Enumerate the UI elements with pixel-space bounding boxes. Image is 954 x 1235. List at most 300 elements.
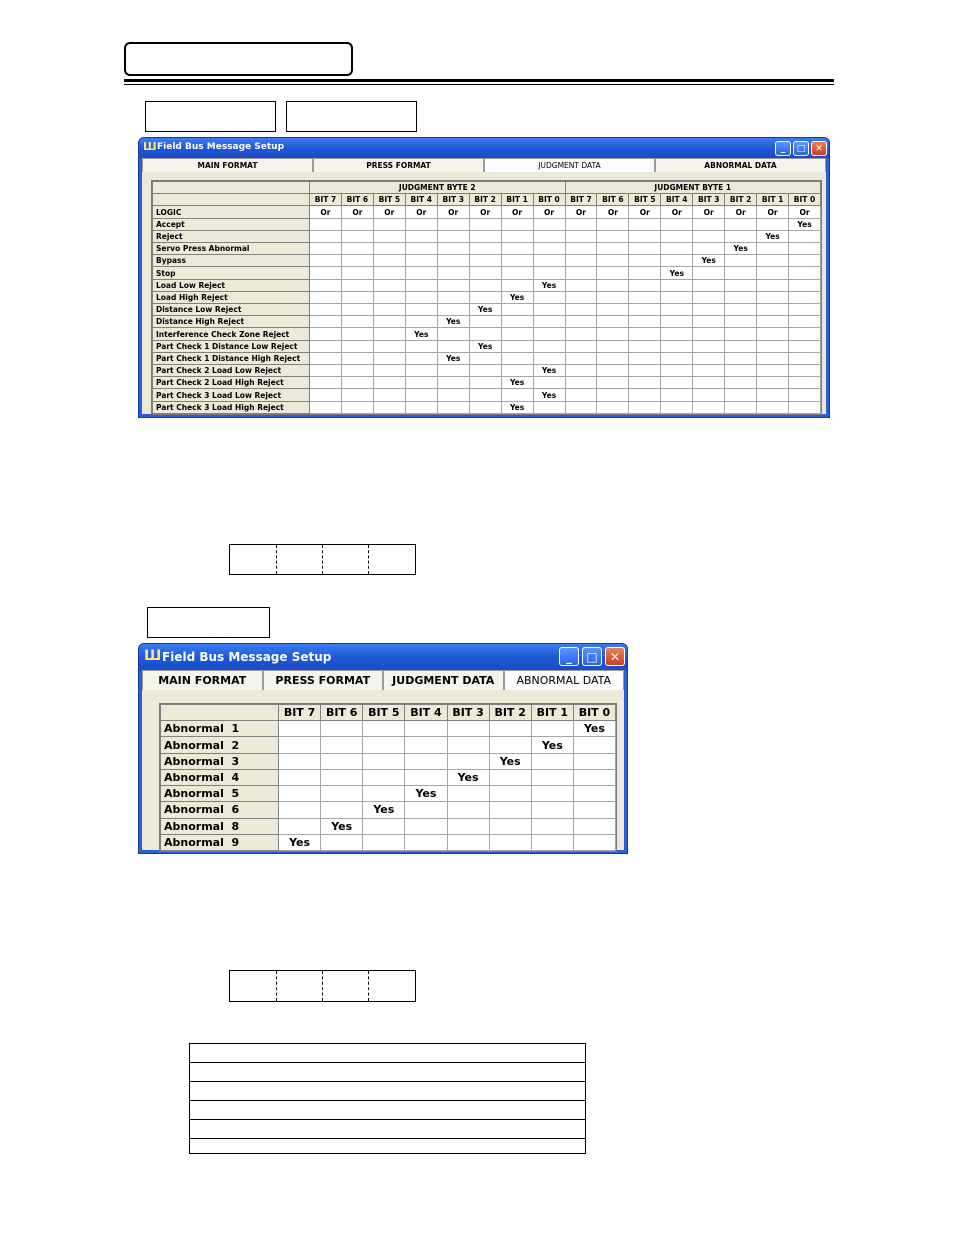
grid-cell[interactable]: Or [661, 206, 693, 218]
grid-cell[interactable] [789, 389, 821, 401]
grid-cell[interactable] [279, 818, 321, 834]
grid-cell[interactable] [789, 255, 821, 267]
grid-cell[interactable] [629, 316, 661, 328]
grid-cell[interactable] [341, 291, 373, 303]
grid-cell[interactable] [531, 802, 573, 818]
grid-cell[interactable] [629, 328, 661, 340]
tab-abnormal-data[interactable]: ABNORMAL DATA [504, 670, 625, 690]
grid-cell[interactable]: Or [597, 206, 629, 218]
grid-cell[interactable] [310, 377, 342, 389]
grid-cell[interactable] [629, 218, 661, 230]
grid-cell[interactable] [757, 377, 789, 389]
grid-cell[interactable] [629, 377, 661, 389]
grid-cell[interactable] [757, 340, 789, 352]
grid-cell[interactable] [321, 786, 363, 802]
grid-cell[interactable] [405, 721, 447, 737]
grid-cell[interactable] [693, 352, 725, 364]
grid-cell[interactable] [373, 279, 405, 291]
grid-cell[interactable] [373, 365, 405, 377]
grid-cell[interactable] [469, 291, 501, 303]
grid-cell[interactable] [310, 267, 342, 279]
grid-cell[interactable]: Yes [405, 328, 437, 340]
grid-cell[interactable] [757, 401, 789, 413]
grid-cell[interactable] [310, 401, 342, 413]
tab-main-format[interactable]: MAIN FORMAT [142, 670, 263, 690]
grid-cell[interactable] [693, 328, 725, 340]
grid-cell[interactable] [661, 316, 693, 328]
grid-cell[interactable] [501, 389, 533, 401]
grid-cell[interactable] [757, 304, 789, 316]
grid-cell[interactable] [437, 389, 469, 401]
grid-cell[interactable] [279, 737, 321, 753]
grid-cell[interactable] [469, 243, 501, 255]
grid-cell[interactable] [693, 279, 725, 291]
grid-cell[interactable]: Or [373, 206, 405, 218]
grid-cell[interactable] [437, 291, 469, 303]
grid-cell[interactable] [693, 218, 725, 230]
grid-cell[interactable] [310, 304, 342, 316]
grid-cell[interactable] [597, 267, 629, 279]
grid-cell[interactable] [341, 255, 373, 267]
grid-cell[interactable]: Yes [437, 352, 469, 364]
grid-cell[interactable] [789, 279, 821, 291]
grid-cell[interactable] [573, 753, 615, 769]
grid-cell[interactable] [501, 230, 533, 242]
grid-cell[interactable] [725, 316, 757, 328]
grid-cell[interactable] [310, 218, 342, 230]
grid-cell[interactable] [363, 786, 405, 802]
grid-cell[interactable] [373, 291, 405, 303]
grid-cell[interactable] [405, 802, 447, 818]
grid-cell[interactable] [363, 753, 405, 769]
grid-cell[interactable] [661, 243, 693, 255]
grid-cell[interactable] [693, 316, 725, 328]
grid-cell[interactable] [373, 352, 405, 364]
grid-cell[interactable] [789, 243, 821, 255]
maximize-button[interactable] [582, 647, 602, 666]
grid-cell[interactable] [341, 352, 373, 364]
grid-cell[interactable] [437, 340, 469, 352]
grid-cell[interactable] [661, 291, 693, 303]
grid-cell[interactable] [725, 389, 757, 401]
grid-cell[interactable] [725, 267, 757, 279]
grid-cell[interactable] [597, 365, 629, 377]
grid-cell[interactable]: Yes [501, 291, 533, 303]
grid-cell[interactable] [725, 279, 757, 291]
grid-cell[interactable] [533, 328, 565, 340]
grid-cell[interactable]: Yes [405, 786, 447, 802]
grid-cell[interactable] [321, 802, 363, 818]
grid-cell[interactable] [565, 328, 597, 340]
grid-cell[interactable] [373, 243, 405, 255]
grid-cell[interactable] [405, 818, 447, 834]
grid-cell[interactable] [661, 255, 693, 267]
grid-cell[interactable] [405, 769, 447, 785]
grid-cell[interactable] [341, 279, 373, 291]
grid-cell[interactable] [405, 352, 437, 364]
grid-cell[interactable] [789, 316, 821, 328]
grid-cell[interactable]: Or [789, 206, 821, 218]
tab-press-format[interactable]: PRESS FORMAT [263, 670, 384, 690]
grid-cell[interactable]: Or [533, 206, 565, 218]
grid-cell[interactable] [693, 389, 725, 401]
grid-cell[interactable] [489, 737, 531, 753]
grid-cell[interactable] [405, 377, 437, 389]
grid-cell[interactable] [629, 352, 661, 364]
grid-cell[interactable]: Yes [533, 365, 565, 377]
grid-cell[interactable]: Yes [363, 802, 405, 818]
grid-cell[interactable] [469, 230, 501, 242]
grid-cell[interactable] [725, 304, 757, 316]
grid-cell[interactable]: Or [757, 206, 789, 218]
grid-cell[interactable] [341, 316, 373, 328]
grid-cell[interactable] [437, 218, 469, 230]
grid-cell[interactable] [373, 267, 405, 279]
grid-cell[interactable] [725, 328, 757, 340]
grid-cell[interactable] [341, 389, 373, 401]
grid-cell[interactable] [373, 389, 405, 401]
grid-cell[interactable] [693, 230, 725, 242]
grid-cell[interactable] [437, 279, 469, 291]
grid-cell[interactable] [533, 316, 565, 328]
grid-cell[interactable]: Or [565, 206, 597, 218]
grid-cell[interactable] [789, 352, 821, 364]
window-titlebar[interactable] [139, 138, 829, 158]
grid-cell[interactable] [565, 316, 597, 328]
grid-cell[interactable] [405, 834, 447, 850]
grid-cell[interactable] [789, 365, 821, 377]
grid-cell[interactable] [469, 352, 501, 364]
grid-cell[interactable] [341, 401, 373, 413]
grid-cell[interactable] [597, 328, 629, 340]
grid-cell[interactable] [629, 255, 661, 267]
grid-cell[interactable] [565, 340, 597, 352]
grid-cell[interactable] [310, 389, 342, 401]
grid-cell[interactable] [310, 255, 342, 267]
grid-cell[interactable] [373, 255, 405, 267]
grid-cell[interactable] [629, 401, 661, 413]
grid-cell[interactable] [693, 340, 725, 352]
grid-cell[interactable] [469, 401, 501, 413]
grid-cell[interactable] [661, 340, 693, 352]
grid-cell[interactable] [533, 230, 565, 242]
grid-cell[interactable]: Yes [533, 279, 565, 291]
grid-cell[interactable] [531, 786, 573, 802]
grid-cell[interactable] [597, 316, 629, 328]
grid-cell[interactable]: Or [469, 206, 501, 218]
grid-cell[interactable] [321, 753, 363, 769]
grid-cell[interactable]: Yes [573, 721, 615, 737]
grid-cell[interactable] [501, 218, 533, 230]
grid-cell[interactable] [661, 218, 693, 230]
grid-cell[interactable] [565, 377, 597, 389]
grid-cell[interactable] [693, 377, 725, 389]
grid-cell[interactable] [693, 365, 725, 377]
grid-cell[interactable] [341, 377, 373, 389]
grid-cell[interactable] [341, 340, 373, 352]
grid-cell[interactable] [310, 279, 342, 291]
grid-cell[interactable] [693, 267, 725, 279]
grid-cell[interactable]: Yes [531, 737, 573, 753]
grid-cell[interactable] [501, 352, 533, 364]
grid-cell[interactable] [531, 769, 573, 785]
grid-cell[interactable] [725, 352, 757, 364]
grid-cell[interactable] [629, 304, 661, 316]
grid-cell[interactable] [373, 316, 405, 328]
grid-cell[interactable] [501, 267, 533, 279]
grid-cell[interactable] [661, 279, 693, 291]
grid-cell[interactable] [469, 316, 501, 328]
window-titlebar[interactable] [139, 644, 627, 670]
grid-cell[interactable] [489, 786, 531, 802]
grid-cell[interactable] [405, 243, 437, 255]
grid-cell[interactable] [629, 389, 661, 401]
grid-cell[interactable] [437, 243, 469, 255]
grid-cell[interactable] [597, 291, 629, 303]
grid-cell[interactable]: Or [310, 206, 342, 218]
grid-cell[interactable]: Yes [501, 377, 533, 389]
grid-cell[interactable] [437, 365, 469, 377]
grid-cell[interactable] [405, 365, 437, 377]
grid-cell[interactable]: Yes [693, 255, 725, 267]
grid-cell[interactable] [405, 753, 447, 769]
grid-cell[interactable]: Yes [789, 218, 821, 230]
grid-cell[interactable] [661, 365, 693, 377]
grid-cell[interactable] [565, 389, 597, 401]
grid-cell[interactable] [469, 389, 501, 401]
grid-cell[interactable] [501, 279, 533, 291]
grid-cell[interactable] [363, 721, 405, 737]
grid-cell[interactable] [279, 786, 321, 802]
grid-cell[interactable]: Or [629, 206, 661, 218]
grid-cell[interactable] [597, 401, 629, 413]
grid-cell[interactable] [437, 377, 469, 389]
grid-cell[interactable] [725, 291, 757, 303]
grid-cell[interactable] [533, 377, 565, 389]
grid-cell[interactable] [341, 230, 373, 242]
minimize-button[interactable] [559, 647, 579, 666]
grid-cell[interactable] [725, 401, 757, 413]
grid-cell[interactable]: Or [501, 206, 533, 218]
grid-cell[interactable]: Yes [447, 769, 489, 785]
grid-cell[interactable] [629, 365, 661, 377]
grid-cell[interactable] [373, 401, 405, 413]
tab-judgment-data[interactable]: JUDGMENT DATA [383, 670, 504, 690]
grid-cell[interactable] [757, 352, 789, 364]
grid-cell[interactable] [405, 267, 437, 279]
grid-cell[interactable]: Yes [489, 753, 531, 769]
grid-cell[interactable] [565, 304, 597, 316]
grid-cell[interactable] [573, 834, 615, 850]
grid-cell[interactable] [597, 218, 629, 230]
grid-cell[interactable] [661, 352, 693, 364]
grid-cell[interactable] [437, 255, 469, 267]
grid-cell[interactable]: Yes [469, 340, 501, 352]
grid-cell[interactable] [373, 340, 405, 352]
grid-cell[interactable] [661, 401, 693, 413]
grid-cell[interactable] [437, 304, 469, 316]
grid-cell[interactable] [469, 279, 501, 291]
grid-cell[interactable] [725, 218, 757, 230]
grid-cell[interactable] [789, 267, 821, 279]
grid-cell[interactable] [597, 389, 629, 401]
grid-cell[interactable] [565, 267, 597, 279]
tab-judgment-data[interactable]: JUDGMENT DATA [484, 158, 655, 172]
grid-cell[interactable] [310, 352, 342, 364]
grid-cell[interactable]: Yes [757, 230, 789, 242]
grid-cell[interactable]: Yes [661, 267, 693, 279]
grid-cell[interactable] [310, 328, 342, 340]
grid-cell[interactable] [725, 365, 757, 377]
grid-cell[interactable] [405, 218, 437, 230]
grid-cell[interactable] [279, 753, 321, 769]
grid-cell[interactable] [310, 316, 342, 328]
grid-cell[interactable] [573, 802, 615, 818]
grid-cell[interactable] [531, 721, 573, 737]
grid-cell[interactable] [693, 291, 725, 303]
grid-cell[interactable] [447, 834, 489, 850]
grid-cell[interactable] [310, 230, 342, 242]
grid-cell[interactable] [310, 340, 342, 352]
grid-cell[interactable] [310, 291, 342, 303]
grid-cell[interactable] [789, 291, 821, 303]
grid-cell[interactable] [531, 818, 573, 834]
grid-cell[interactable] [629, 340, 661, 352]
grid-cell[interactable] [789, 377, 821, 389]
grid-cell[interactable] [597, 340, 629, 352]
grid-cell[interactable] [597, 279, 629, 291]
grid-cell[interactable] [693, 243, 725, 255]
grid-cell[interactable] [789, 230, 821, 242]
grid-cell[interactable] [405, 737, 447, 753]
grid-cell[interactable] [757, 365, 789, 377]
grid-cell[interactable] [573, 786, 615, 802]
grid-cell[interactable] [437, 401, 469, 413]
grid-cell[interactable] [725, 340, 757, 352]
grid-cell[interactable] [469, 365, 501, 377]
grid-cell[interactable] [373, 328, 405, 340]
grid-cell[interactable] [405, 291, 437, 303]
grid-cell[interactable]: Yes [279, 834, 321, 850]
grid-cell[interactable] [489, 818, 531, 834]
grid-cell[interactable] [789, 340, 821, 352]
grid-cell[interactable] [310, 243, 342, 255]
grid-cell[interactable] [501, 243, 533, 255]
grid-cell[interactable] [363, 834, 405, 850]
grid-cell[interactable] [405, 230, 437, 242]
grid-cell[interactable]: Yes [501, 401, 533, 413]
grid-cell[interactable] [789, 401, 821, 413]
grid-cell[interactable] [373, 230, 405, 242]
grid-cell[interactable] [693, 304, 725, 316]
grid-cell[interactable] [661, 389, 693, 401]
maximize-button[interactable] [793, 141, 809, 156]
grid-cell[interactable] [597, 243, 629, 255]
grid-cell[interactable] [533, 267, 565, 279]
grid-cell[interactable] [405, 316, 437, 328]
grid-cell[interactable] [405, 304, 437, 316]
grid-cell[interactable] [757, 328, 789, 340]
grid-cell[interactable] [629, 230, 661, 242]
grid-cell[interactable] [321, 737, 363, 753]
grid-cell[interactable] [757, 291, 789, 303]
grid-cell[interactable]: Yes [533, 389, 565, 401]
grid-cell[interactable] [501, 328, 533, 340]
grid-cell[interactable] [469, 218, 501, 230]
grid-cell[interactable] [447, 786, 489, 802]
grid-cell[interactable] [501, 304, 533, 316]
grid-cell[interactable] [341, 365, 373, 377]
grid-cell[interactable] [373, 377, 405, 389]
grid-cell[interactable]: Yes [469, 304, 501, 316]
grid-cell[interactable] [597, 230, 629, 242]
grid-cell[interactable] [565, 352, 597, 364]
tab-press-format[interactable]: PRESS FORMAT [313, 158, 484, 172]
grid-cell[interactable]: Or [725, 206, 757, 218]
grid-cell[interactable] [789, 304, 821, 316]
tab-abnormal-data[interactable]: ABNORMAL DATA [655, 158, 826, 172]
close-button[interactable] [605, 647, 625, 666]
grid-cell[interactable] [565, 291, 597, 303]
grid-cell[interactable] [447, 721, 489, 737]
grid-cell[interactable] [469, 255, 501, 267]
grid-cell[interactable] [661, 304, 693, 316]
grid-cell[interactable] [279, 721, 321, 737]
grid-cell[interactable] [341, 243, 373, 255]
grid-cell[interactable] [565, 243, 597, 255]
close-button[interactable] [811, 141, 827, 156]
grid-cell[interactable] [661, 230, 693, 242]
grid-cell[interactable] [757, 218, 789, 230]
grid-cell[interactable] [489, 769, 531, 785]
grid-cell[interactable] [757, 316, 789, 328]
minimize-button[interactable] [775, 141, 791, 156]
grid-cell[interactable] [533, 255, 565, 267]
grid-cell[interactable] [533, 401, 565, 413]
grid-cell[interactable] [469, 328, 501, 340]
grid-cell[interactable] [757, 267, 789, 279]
grid-cell[interactable]: Or [405, 206, 437, 218]
grid-cell[interactable] [489, 834, 531, 850]
grid-cell[interactable] [533, 304, 565, 316]
grid-cell[interactable] [565, 401, 597, 413]
grid-cell[interactable] [757, 243, 789, 255]
grid-cell[interactable] [725, 377, 757, 389]
grid-cell[interactable] [373, 304, 405, 316]
grid-cell[interactable] [725, 255, 757, 267]
grid-cell[interactable] [363, 769, 405, 785]
grid-cell[interactable] [565, 218, 597, 230]
grid-cell[interactable] [279, 769, 321, 785]
grid-cell[interactable] [629, 243, 661, 255]
grid-cell[interactable] [469, 267, 501, 279]
grid-cell[interactable] [629, 267, 661, 279]
grid-cell[interactable] [437, 267, 469, 279]
grid-cell[interactable] [405, 255, 437, 267]
grid-cell[interactable] [405, 279, 437, 291]
grid-cell[interactable] [501, 255, 533, 267]
grid-cell[interactable] [725, 230, 757, 242]
grid-cell[interactable] [321, 834, 363, 850]
grid-cell[interactable] [501, 340, 533, 352]
grid-cell[interactable] [573, 769, 615, 785]
grid-cell[interactable] [447, 818, 489, 834]
grid-cell[interactable] [629, 279, 661, 291]
grid-cell[interactable] [757, 279, 789, 291]
grid-cell[interactable] [405, 401, 437, 413]
grid-cell[interactable] [363, 818, 405, 834]
grid-cell[interactable] [447, 737, 489, 753]
